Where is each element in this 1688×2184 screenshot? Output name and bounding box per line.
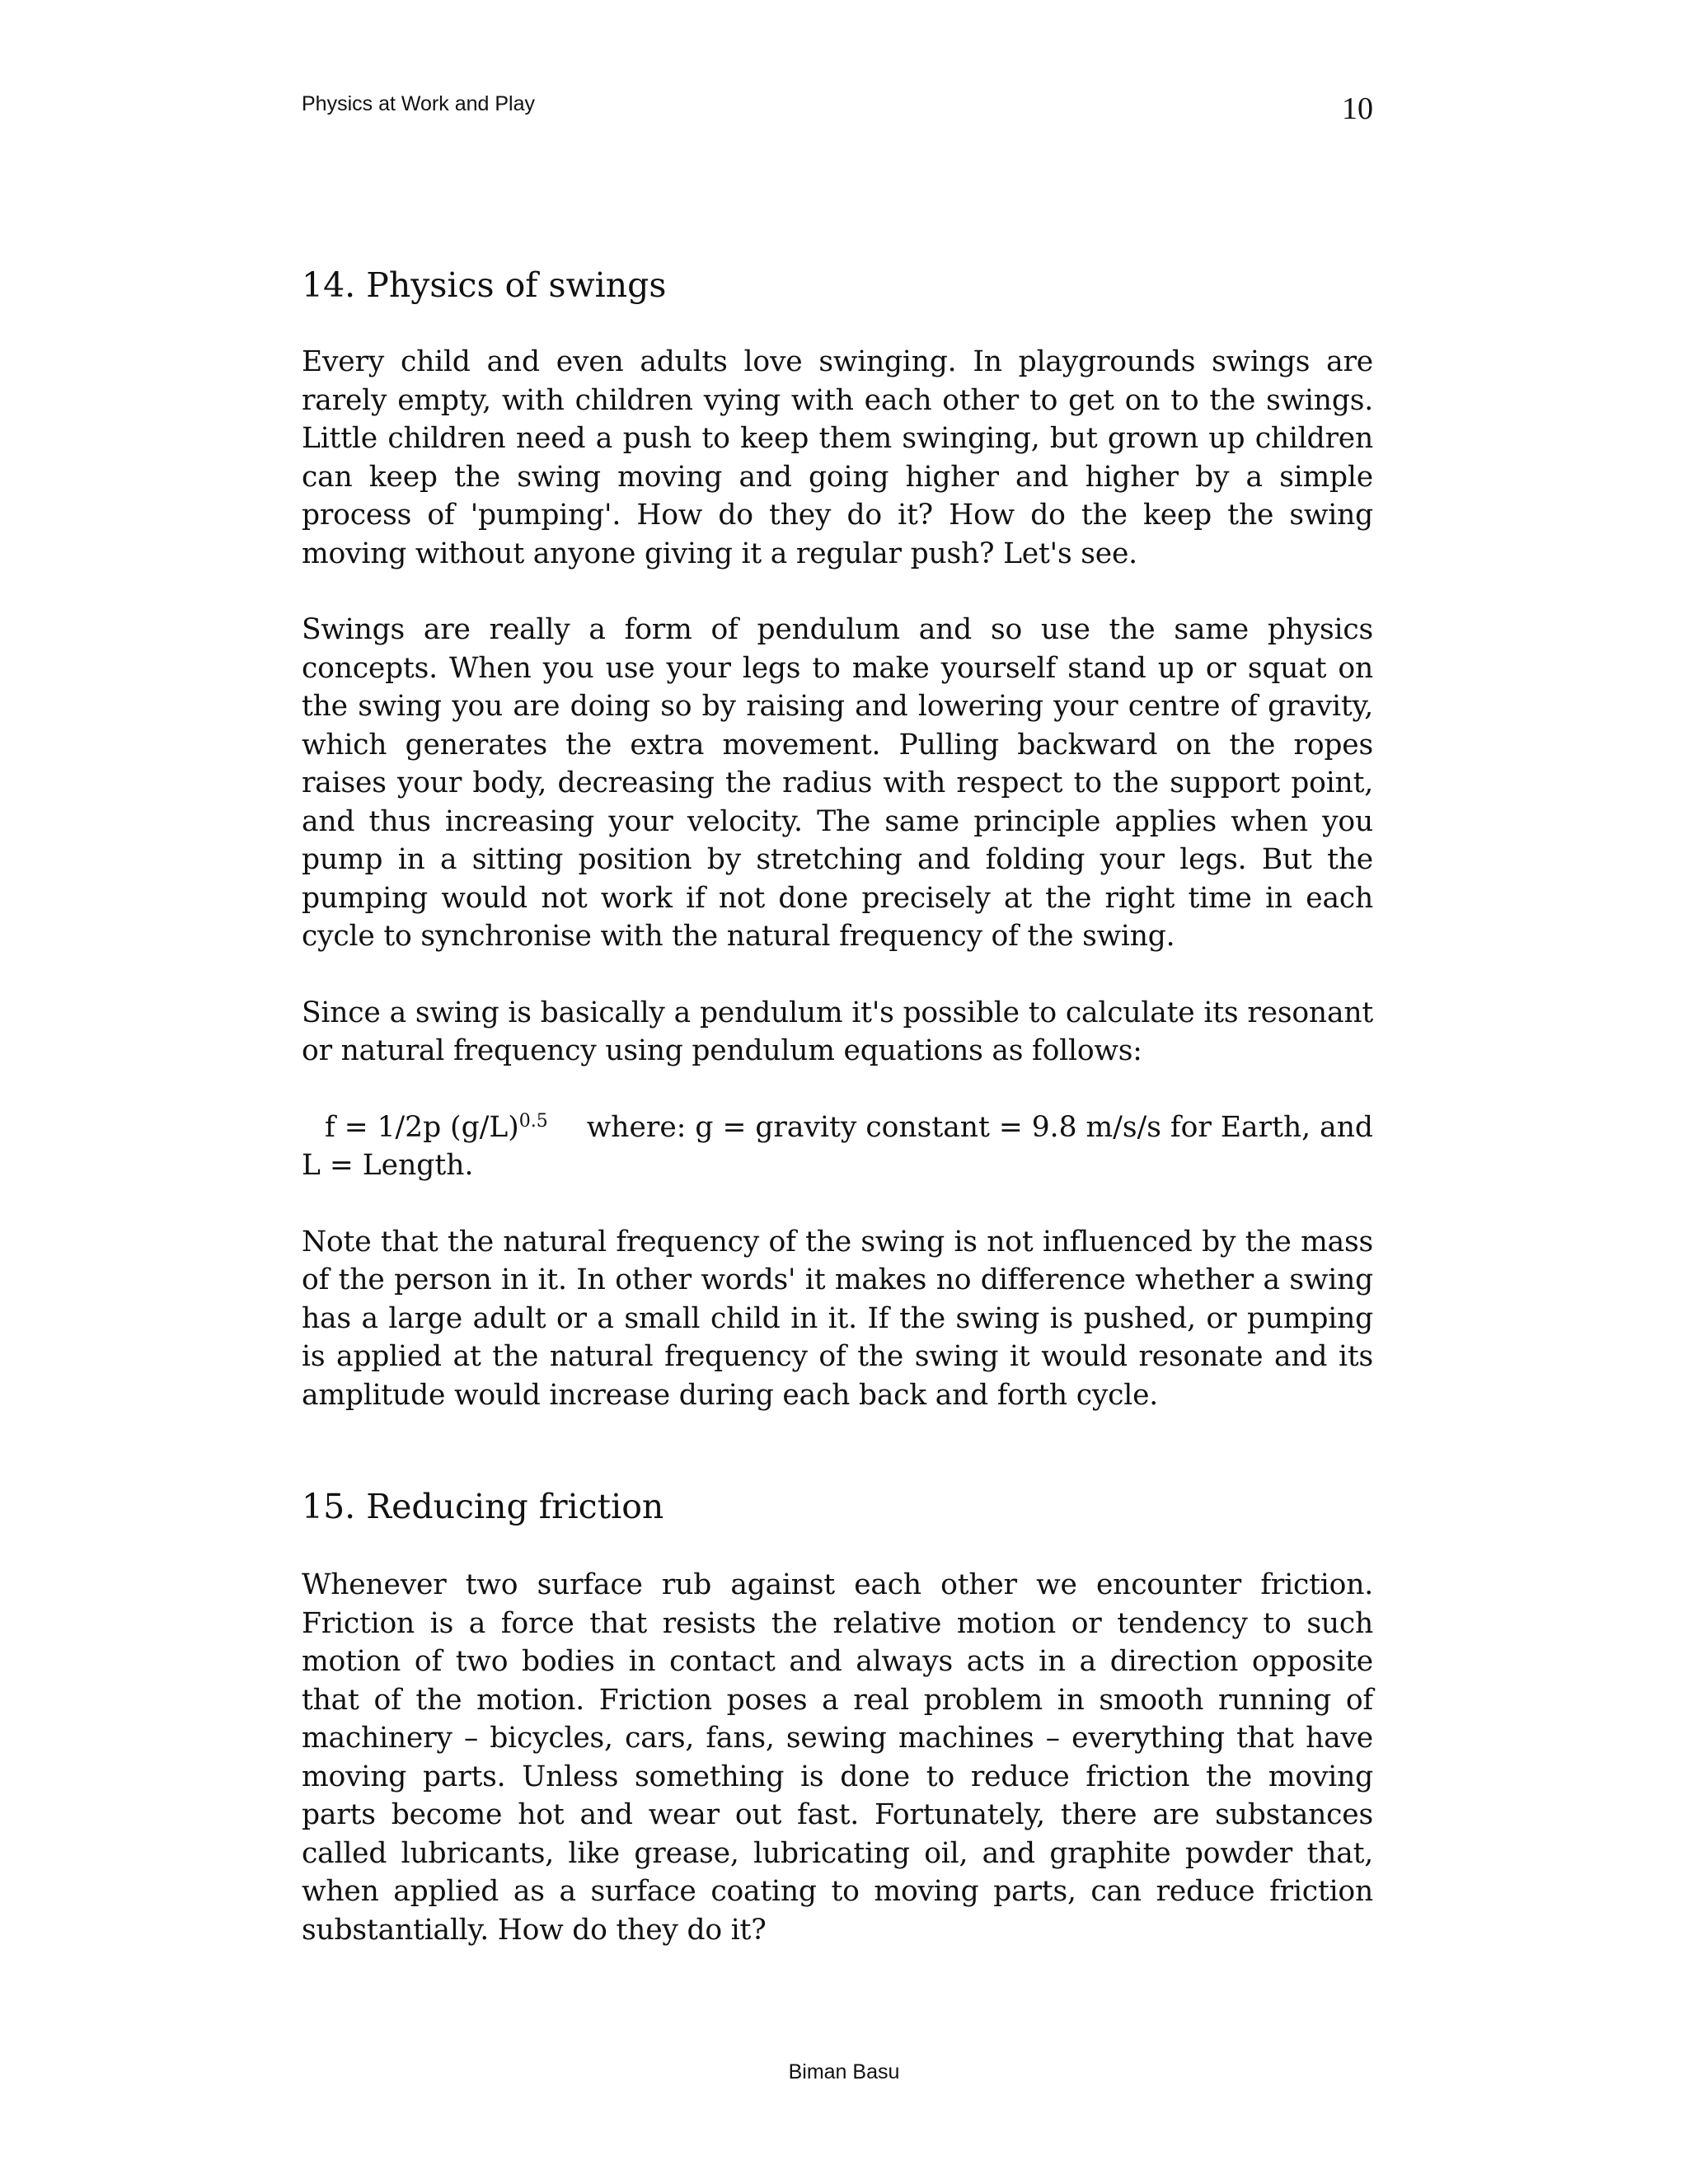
- formula-length-definition: L = Length.: [302, 1149, 474, 1182]
- formula-where-clause: where: g = gravity constant = 9.8 m/s/s for Earth, and: [586, 1110, 1373, 1144]
- pendulum-formula: [302, 1108, 1373, 1185]
- section-14-paragraph-3: Since a swing is basically a pendulum it's possible to calculate its resonant or natural frequency using pendulum equations as follows:: [302, 996, 1373, 1067]
- section-14-paragraph-1: Every child and even adults love swinging. In playgrounds swings are rarely empty, with children vying with each other to get on to the swings. Little children need a push to keep them swinging, but grown up children can keep the swing moving and going higher and higher by a simple process of 'pumping'. How do they do it? How do the keep the swing moving without anyone giving it a regular push? Let's see.: [302, 345, 1373, 570]
- footer-author: Biman Basu: [788, 2060, 900, 2083]
- section-15-heading: 15. Reducing friction: [302, 1487, 664, 1526]
- page-body: [302, 262, 1373, 1949]
- section-14-paragraph-2: Swings are really a form of pendulum and so use the same physics concepts. When you use your legs to make yourself stand up or squat on the swing you are doing so by raising and lowering your centre of gravity, which generates the extra movement. Pulling backward on the ropes raises your body, decreasing the radius with respect to the support point, and thus increasing your velocity. The same principle applies when you pump in a sitting position by stretching and folding your legs. But the pumping would not work if not done precisely at the right time in each cycle to synchronise with the natural frequency of the swing.: [302, 613, 1373, 953]
- formula-base: f = 1/2p (g/L): [325, 1110, 519, 1144]
- section-14-closing-paragraph: Note that the natural frequency of the swing is not influenced by the mass of the person in it. In other words' it makes no difference whether a swing has a large adult or a small child in it. If the swing is pushed, or pumping is applied at the natural frequency of the swing it would resonate and its amplitude would increase during each back and forth cycle.: [302, 1225, 1373, 1412]
- formula-exponent: 0.5: [518, 1110, 548, 1132]
- formula-line: [302, 1108, 1373, 1147]
- formula-expression: [325, 1108, 548, 1147]
- running-header-title: Physics at Work and Play: [302, 92, 535, 115]
- section-14-heading: 14. Physics of swings: [302, 265, 667, 305]
- page-number: 10: [1342, 91, 1373, 126]
- section-15-paragraph: Whenever two surface rub against each other we encounter friction. Friction is a force that resists the relative motion or tendency to such motion of two bodies in contact and always acts in a direction opposite that of the motion. Friction poses a real problem in smooth running of machinery – bicycles, cars, fans, sewing machines – everything that have moving parts. Unless something is done to reduce friction the moving parts become hot and wear out fast. Fortunately, there are substances called lubricants, like grease, lubricating oil, and graphite powder that, when applied as a surface coating to moving parts, can reduce friction substantially. How do they do it?: [302, 1568, 1373, 1947]
